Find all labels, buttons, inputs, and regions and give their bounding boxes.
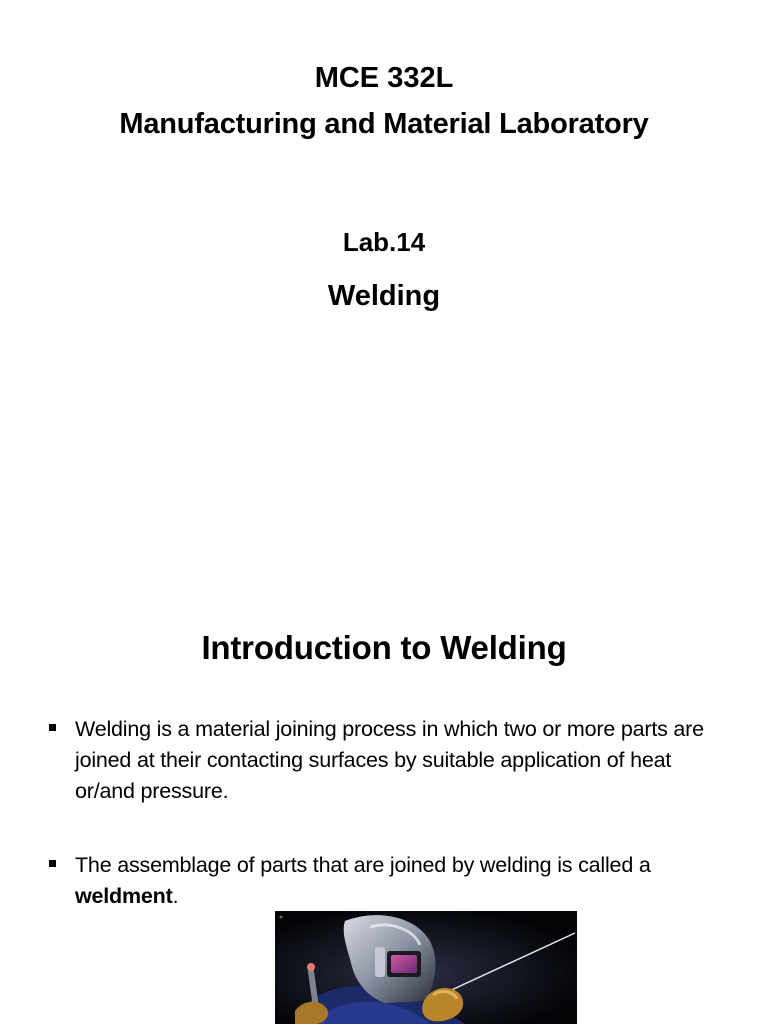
square-bullet-icon — [49, 724, 56, 731]
bullet-text-before: The assemblage of parts that are joined by welding is called a — [75, 853, 651, 877]
weldment-term: weldment — [75, 884, 173, 908]
square-bullet-icon — [49, 860, 56, 867]
course-title: Manufacturing and Material Laboratory — [119, 108, 649, 140]
lab-topic: Welding — [327, 280, 441, 312]
lab-number: Lab.14 — [342, 227, 426, 257]
course-code: MCE 332L — [314, 62, 454, 94]
intro-slide — [0, 560, 768, 1024]
welder-photo — [275, 911, 577, 1024]
section-title: Introduction to Welding — [201, 629, 567, 666]
welder-photo-icon — [275, 911, 577, 1024]
bullet-text: Welding is a material joining process in which two or more parts are joined at their contacting surfaces by suitable application of heat or/and pressure. — [75, 717, 704, 803]
bullet-text-after: . — [172, 884, 179, 908]
bullet-text — [75, 850, 735, 912]
